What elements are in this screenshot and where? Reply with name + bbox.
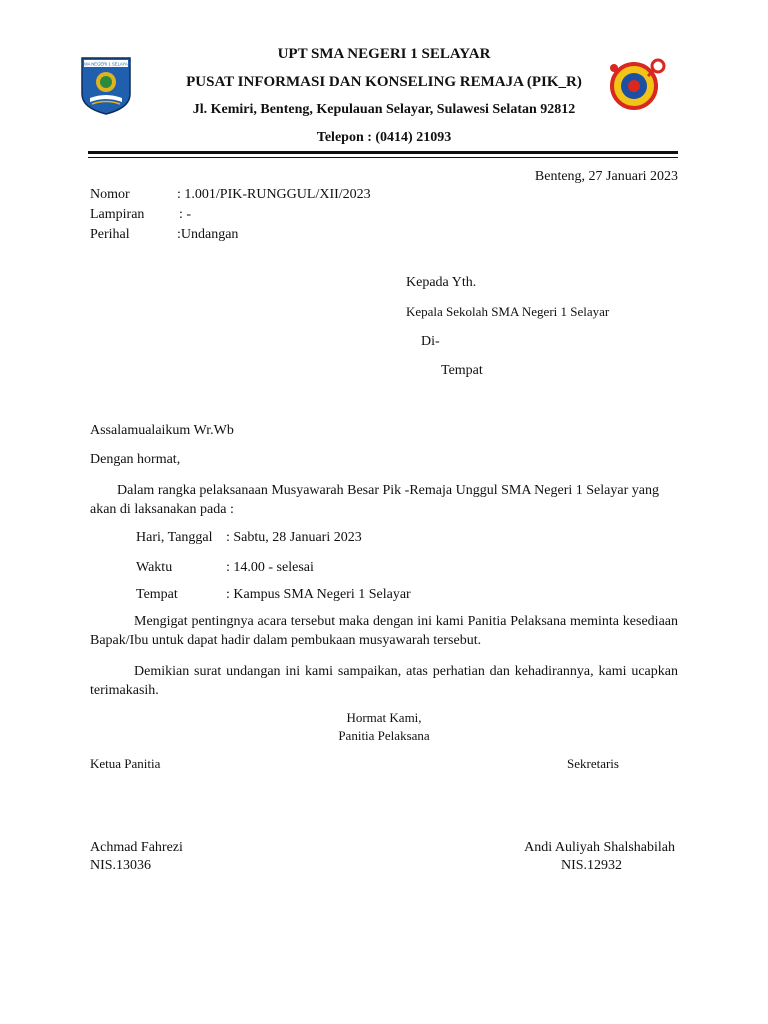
letterhead-divider-thin xyxy=(88,157,678,158)
event-label-time: Waktu xyxy=(136,560,173,575)
intro-paragraph: Dalam rangka pelaksanaan Musyawarah Besar Pik -Remaja Unggul SMA Negeri 1 Selayar yang akan di laksanakan pada : xyxy=(90,483,659,517)
recipient-di: Di- xyxy=(421,334,440,349)
meta-label-nomor: Nomor xyxy=(90,187,130,202)
organization-name: PUSAT INFORMASI DAN KONSELING REMAJA (PIK_R) xyxy=(186,74,582,90)
event-value-place: : Kampus SMA Negeri 1 Selayar xyxy=(226,587,411,602)
signatory-left-title: Ketua Panitia xyxy=(90,756,161,771)
school-name: UPT SMA NEGERI 1 SELAYAR xyxy=(277,46,491,62)
recipient-name: Kepala Sekolah SMA Negeri 1 Selayar xyxy=(406,304,610,319)
body-paragraph-closing: Demikian surat undangan ini kami sampaikan, atas perhatian dan kehadirannya, kami ucapkan terimakasih. xyxy=(90,664,678,698)
meta-label-perihal: Perihal xyxy=(90,227,130,242)
event-row-date xyxy=(136,530,362,546)
logo-left-text: SMA NEGERI 1 SELAYAR xyxy=(81,61,131,67)
meta-value-lampiran: : - xyxy=(179,207,192,222)
event-row-time xyxy=(136,560,314,576)
letter-date: Benteng, 27 Januari 2023 xyxy=(534,169,678,184)
event-label-date: Hari, Tanggal xyxy=(136,530,213,545)
meta-label-lampiran: Lampiran xyxy=(90,207,145,222)
school-address: Jl. Kemiri, Benteng, Kepulauan Selayar, Sulawesi Selatan 92812 xyxy=(192,102,576,117)
event-value-time: : 14.00 - selesai xyxy=(226,560,314,575)
recipient-greeting: Kepada Yth. xyxy=(406,275,477,290)
body-paragraph-request: Mengigat pentingnya acara tersebut maka dengan ini kami Panitia Pelaksana meminta kesediaan Bapak/Ibu untuk dapat hadir dalam pembukaan musyawarah tersebut. xyxy=(90,614,678,648)
event-label-place: Tempat xyxy=(136,587,178,602)
event-value-date: : Sabtu, 28 Januari 2023 xyxy=(226,530,362,545)
signatory-right-id: NIS.12932 xyxy=(561,858,623,873)
salutation: Assalamualaikum Wr.Wb xyxy=(90,423,234,438)
closing-line2: Panitia Pelaksana xyxy=(338,728,430,743)
signatory-left-id: NIS.13036 xyxy=(90,858,152,873)
school-phone: Telepon : (0414) 21093 xyxy=(316,130,452,145)
signatory-left-name: Achmad Fahrezi xyxy=(90,840,183,855)
recipient-place: Tempat xyxy=(441,363,483,378)
signatory-right-title: Sekretaris xyxy=(567,756,619,771)
letterhead-divider-thick xyxy=(88,151,678,154)
meta-value-perihal: :Undangan xyxy=(177,227,239,242)
signatory-right-name: Andi Auliyah Shalshabilah xyxy=(524,840,675,855)
closing-line1: Hormat Kami, xyxy=(346,710,422,725)
meta-value-nomor: : 1.001/PIK-RUNGGUL/XII/2023 xyxy=(177,187,371,202)
event-row-place xyxy=(136,587,411,603)
opening-greeting: Dengan hormat, xyxy=(90,452,181,467)
